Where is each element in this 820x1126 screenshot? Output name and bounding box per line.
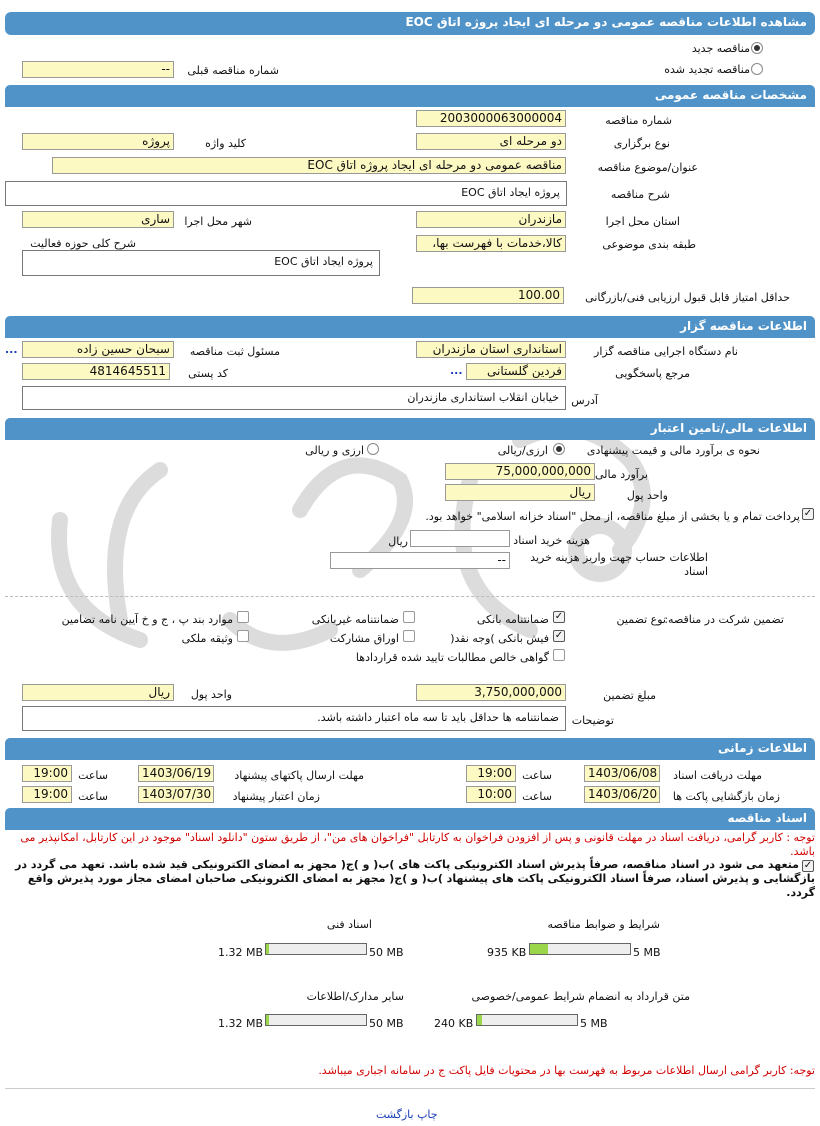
page-title: مشاهده اطلاعات مناقصه عمومی دو مرحله ای ایجاد پروژه اتاق EOC (405, 15, 807, 29)
description-field[interactable]: پروژه ایجاد اتاق EOC (5, 181, 567, 206)
file-progress-fill-2 (266, 944, 269, 954)
new-tender-radio[interactable] (751, 42, 763, 54)
file-used-2: 1.32 MB (218, 946, 264, 959)
securities-checkbox[interactable] (403, 630, 415, 642)
fx-rial-label: ارزی/ریالی (497, 444, 548, 457)
file-name-3: متن قرارداد به انضمام شرایط عمومی/خصوصی (471, 990, 690, 1003)
file-max-2: 50 MB (369, 946, 404, 959)
currency-label: واحد پول (626, 489, 668, 502)
estimate-field[interactable]: 75,000,000,000 (445, 463, 595, 480)
responsible-label: مسئول ثبت مناقصه (189, 345, 280, 358)
province-field[interactable]: مازندران (416, 211, 566, 228)
send-time-field[interactable]: 19:00 (22, 765, 72, 782)
fx-and-rial-radio[interactable] (367, 443, 379, 455)
prev-tender-number-label: شماره مناقصه قبلی (187, 64, 279, 77)
ref-field[interactable]: فردین گلستانی (466, 363, 566, 380)
documents-note: توجه : کاربر گرامی، دریافت اسناد در مهلت قانونی و پس از افزودن فراخوان به کارتابل "فراخوان های من"، از طریق ستون "دانلود اسناد" موجود در این کارتابل، امکانپذیر می باشد. (20, 831, 815, 858)
guarantee-notes-field[interactable]: ضمانتنامه ها حداقل باید تا سه ماه اعتبار داشته باشد. (22, 706, 566, 731)
postal-field[interactable]: 4814645511 (22, 363, 170, 380)
guarantee-amount-label: مبلغ تضمین (603, 689, 656, 702)
file-progress-3 (476, 1014, 578, 1026)
prev-tender-number-field[interactable]: -- (22, 61, 174, 78)
send-date-field[interactable]: 1403/06/19 (138, 765, 214, 782)
new-tender-label: مناقصه جدید (691, 42, 750, 55)
scope-label: شرح کلی حوزه فعالیت (30, 237, 136, 250)
open-time-field[interactable]: 10:00 (466, 786, 516, 803)
fish-checkbox[interactable]: ✓ (554, 630, 564, 641)
tender-number-label: شماره مناقصه (605, 114, 672, 127)
category-label: طبقه بندی موضوعی (602, 238, 696, 251)
commit-text: متعهد می شود در اسناد مناقصه، صرفاً پذیرش اسناد الکترونیکی پاکت های )ب( و )ج( مجهز به امضای الکترونیکی قید شده باشد. تعهد می گردد در بازگشایی و پذیرش اسناد، صرفاً اسناد الکترونیکی پاکت های پیشنهاد )ب( و )ج( مجهز به امضای الکترونیکی صاحبان امضای مجاز مورد پذیرش واقع گردد. (15, 858, 815, 899)
province-label: استان محل اجرا (605, 215, 680, 228)
timing-header-text: اطلاعات زمانی (718, 741, 807, 755)
general-section-header (5, 85, 815, 107)
file-name-1: شرایط و ضوابط مناقصه (547, 918, 660, 931)
treasury-checkbox[interactable]: ✓ (803, 508, 813, 519)
bank-guarantee-label: ضمانتنامه بانکی (476, 613, 549, 626)
doc-fee-field[interactable] (410, 530, 510, 547)
nonbank-guarantee-checkbox[interactable] (403, 611, 415, 623)
keyword-label: کلید واژه (205, 137, 246, 150)
file-used-3: 240 KB (434, 1017, 474, 1030)
fx-rial-radio[interactable] (553, 443, 565, 455)
category-field[interactable]: کالا،خدمات با فهرست بها، (416, 235, 566, 252)
estimate-label: برآورد مالی (595, 468, 648, 481)
timing-section-header (5, 738, 815, 760)
bylaw-checkbox[interactable] (237, 611, 249, 623)
file-name-4: سایر مدارک/اطلاعات (306, 990, 404, 1003)
file-progress-1 (529, 943, 631, 955)
file-progress-4 (265, 1014, 367, 1026)
file-max-4: 50 MB (369, 1017, 404, 1030)
organizer-header-text: اطلاعات مناقصه گزار (680, 319, 807, 333)
financial-section-header (5, 418, 815, 440)
print-link[interactable]: چاپ (417, 1108, 438, 1121)
tender-type-label: نوع برگزاری (613, 137, 670, 150)
financial-header-text: اطلاعات مالی/تامین اعتبار (650, 421, 807, 435)
guarantee-title: تضمین شرکت در مناقصه: (664, 613, 784, 626)
tender-number-field[interactable]: 2003000063000004 (416, 110, 566, 127)
org-label: نام دستگاه اجرایی مناقصه گزار (594, 345, 738, 358)
responsible-more-link[interactable]: ... (5, 343, 18, 356)
property-label: وثیقه ملکی (181, 632, 233, 645)
receive-time-field[interactable]: 19:00 (466, 765, 516, 782)
send-time-label: ساعت (78, 769, 108, 782)
valid-time-label: ساعت (78, 790, 108, 803)
file-used-4: 1.32 MB (218, 1017, 264, 1030)
property-checkbox[interactable] (237, 630, 249, 642)
fx-and-rial-label: ارزی و ریالی (305, 444, 364, 457)
guarantee-notes-label: توضیحات (571, 714, 614, 727)
tender-type-field[interactable]: دو مرحله ای (416, 133, 566, 150)
bylaw-label: موارد بند پ ، ج و خ آیین نامه تضامین (61, 613, 233, 626)
doc-fee-label: هزینه خرید اسناد (513, 534, 590, 547)
account-field[interactable]: -- (330, 552, 510, 569)
doc-fee-unit: ریال (388, 535, 408, 548)
send-label: مهلت ارسال پاکتهای پیشنهاد (234, 769, 364, 782)
file-name-2: اسناد فنی (326, 918, 372, 931)
keyword-field[interactable]: پروژه (22, 133, 174, 150)
renewed-tender-label: مناقصه تجدید شده (664, 63, 750, 76)
open-date-field[interactable]: 1403/06/20 (584, 786, 660, 803)
min-score-field[interactable]: 100.00 (412, 287, 564, 304)
bank-guarantee-checkbox[interactable]: ✓ (554, 611, 564, 622)
footer-actions (376, 1108, 438, 1121)
guarantee-type-label: نوع تضمین (616, 613, 666, 626)
valid-label: زمان اعتبار پیشنهاد (232, 790, 320, 803)
org-field[interactable]: استانداری استان مازندران (416, 341, 566, 358)
organizer-section-header (5, 316, 815, 338)
commit-checkbox[interactable]: ✓ (803, 860, 813, 871)
receive-date-field[interactable]: 1403/06/08 (584, 765, 660, 782)
guarantee-unit-label: واحد پول (190, 688, 232, 701)
currency-field[interactable]: ریال (445, 484, 595, 501)
renewed-tender-radio[interactable] (751, 63, 763, 75)
claims-label: گواهی خالص مطالبات تایید شده قراردادها (355, 651, 549, 664)
file-progress-2 (265, 943, 367, 955)
responsible-field[interactable]: سبحان حسین زاده (22, 341, 174, 358)
open-time-label: ساعت (522, 790, 552, 803)
subject-field[interactable]: مناقصه عمومی دو مرحله ای ایجاد پروژه اتاق EOC (52, 157, 566, 174)
postal-label: کد پستی (188, 367, 228, 380)
file-progress-fill-4 (266, 1015, 269, 1025)
file-progress-fill-3 (477, 1015, 482, 1025)
fish-label: فیش بانکی )وجه نقد( (450, 632, 549, 645)
ref-label: مرجع پاسخگویی (615, 367, 690, 380)
footer-note: توجه: کاربر گرامی ارسال اطلاعات مربوط به فهرست بها در محتویات فایل پاکت ج در سامانه اجباری میباشد. (318, 1064, 815, 1077)
treasury-text: پرداخت تمام و یا بخشی از مبلغ مناقصه، از محل "اسناد خزانه اسلامی" خواهد بود. (425, 510, 800, 523)
footer-divider (5, 1088, 815, 1089)
min-score-label: حداقل امتیاز قابل قبول ارزیابی فنی/بازرگانی (585, 291, 790, 304)
claims-checkbox[interactable] (553, 649, 565, 661)
file-used-1: 935 KB (487, 946, 527, 959)
file-max-3: 5 MB (580, 1017, 608, 1030)
documents-header-text: اسناد مناقصه (727, 811, 807, 825)
general-header-text: مشخصات مناقصه عمومی (654, 88, 807, 102)
securities-label: اوراق مشارکت (329, 632, 399, 645)
city-field[interactable]: ساری (22, 211, 174, 228)
address-label: آدرس (571, 394, 598, 407)
subject-label: عنوان/موضوع مناقصه (597, 161, 698, 174)
city-label: شهر محل اجرا (184, 215, 252, 228)
page-title-bar (5, 12, 815, 35)
guarantee-amount-field[interactable]: 3,750,000,000 (416, 684, 566, 701)
scope-field[interactable]: پروژه ایجاد اتاق EOC (22, 250, 380, 276)
open-label: زمان بازگشایی پاکت ها (672, 790, 780, 803)
back-link[interactable]: بازگشت (376, 1108, 414, 1121)
receive-time-label: ساعت (522, 769, 552, 782)
description-label: شرح مناقصه (610, 188, 670, 201)
valid-date-field[interactable]: 1403/07/30 (138, 786, 214, 803)
file-max-1: 5 MB (633, 946, 661, 959)
valid-time-field[interactable]: 19:00 (22, 786, 72, 803)
method-label: نحوه ی برآورد مالی و قیمت پیشنهادی (586, 444, 760, 457)
nonbank-guarantee-label: ضمانتنامه غیربانکی (311, 613, 399, 626)
documents-section-header (5, 808, 815, 830)
account-label: اطلاعات حساب جهت واریز هزینه خرید اسناد (530, 551, 708, 578)
address-field[interactable]: خیابان انقلاب استانداری مازندران (22, 386, 566, 410)
ref-more-link[interactable]: ... (450, 364, 463, 377)
receive-label: مهلت دریافت اسناد (673, 769, 762, 782)
guarantee-unit-field[interactable]: ریال (22, 684, 174, 701)
section-divider (5, 596, 815, 597)
file-progress-fill-1 (530, 944, 548, 954)
